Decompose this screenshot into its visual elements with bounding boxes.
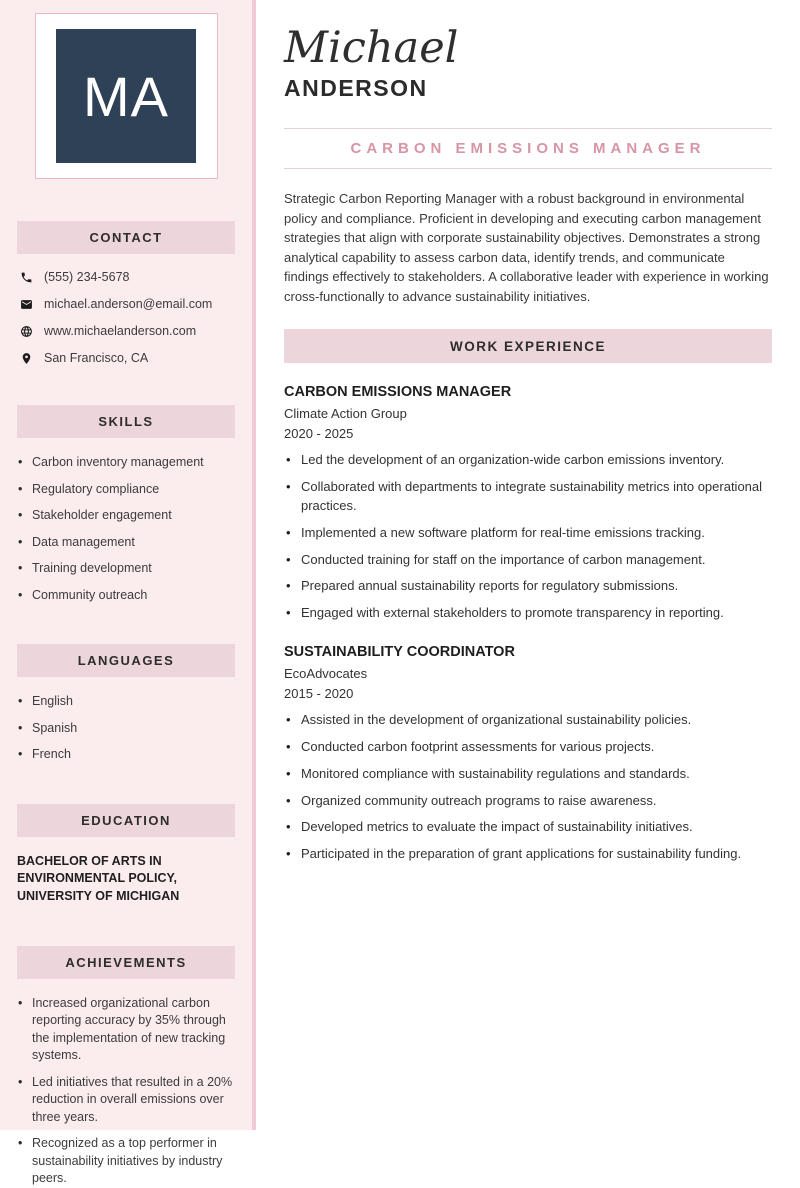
job-bullets [284, 451, 772, 623]
job-dates: 2020 - 2025 [284, 426, 354, 442]
job-dates: 2015 - 2020 [284, 686, 354, 702]
summary-paragraph: Strategic Carbon Reporting Manager with a robust background in environmental policy and compliance. Proficient in developing and executing carbon management strategies that align with corporate sustainability objectives. Demonstrates a strong analytical capability to assess carbon data, identify trends, and communicate findings effectively to stakeholders. A collaborative leader with experience in working cross-functionally to advance sustainability initiatives. [284, 191, 769, 304]
skill-item: • Training development [18, 560, 234, 578]
language-item: • English [18, 693, 234, 711]
avatar-frame [35, 13, 218, 179]
contact-section-title: CONTACT [17, 221, 235, 254]
job-bullet: • Implemented a new software platform for real-time emissions tracking. [284, 524, 772, 543]
last-name: ANDERSON [284, 75, 428, 102]
job-company: EcoAdvocates [284, 666, 368, 682]
contact-location: San Francisco, CA [44, 351, 149, 365]
education-degree: BACHELOR OF ARTS IN ENVIRONMENTAL POLICY, UNIVERSITY OF MICHIGAN [17, 853, 180, 903]
job-title: CARBON EMISSIONS MANAGER [350, 140, 706, 158]
language-item: • French [18, 746, 234, 764]
contact-row-website [20, 324, 234, 338]
avatar-initials: MA [83, 64, 169, 128]
main-content [256, 0, 800, 1130]
job-title-band [284, 128, 772, 169]
contact-row-location [20, 351, 234, 365]
skill-item: • Regulatory compliance [18, 481, 234, 499]
job-bullet: • Developed metrics to evaluate the impact of sustainability initiatives. [284, 818, 772, 837]
job-bullet: • Participated in the preparation of grant applications for sustainability funding. [284, 845, 772, 864]
work-experience-header: WORK EXPERIENCE [284, 329, 772, 363]
phone-icon [20, 271, 33, 284]
title-rule-bottom [284, 168, 772, 169]
email-icon [20, 298, 33, 311]
languages-section [0, 644, 252, 764]
job-bullet: • Led the development of an organization-wide carbon emissions inventory. [284, 451, 772, 470]
achievements-list [0, 995, 252, 1188]
job-block-2 [284, 644, 772, 864]
skills-section-title: SKILLS [17, 405, 235, 438]
education-section-title: EDUCATION [17, 804, 235, 837]
sidebar [0, 0, 256, 1186]
contact-row-email [20, 297, 234, 311]
contact-website: www.michaelanderson.com [44, 324, 197, 338]
language-item: • Spanish [18, 720, 234, 738]
contact-section [0, 221, 252, 365]
skill-item: • Community outreach [18, 587, 234, 605]
job-role: SUSTAINABILITY COORDINATOR [284, 644, 515, 661]
achievement-item: • Increased organizational carbon reporting accuracy by 35% through the implementation of new tracking systems. [18, 995, 234, 1065]
contact-email: michael.anderson@email.com [44, 297, 213, 311]
languages-list [0, 693, 252, 764]
first-name: Michael [284, 23, 459, 73]
name-block [284, 23, 772, 102]
contact-list [0, 270, 252, 365]
job-bullet: • Conducted training for staff on the importance of carbon management. [284, 551, 772, 570]
achievement-item: • Recognized as a top performer in sustainability initiatives by industry peers. [18, 1135, 234, 1188]
job-bullet: • Conducted carbon footprint assessments for various projects. [284, 738, 772, 757]
avatar [56, 29, 196, 163]
location-icon [20, 352, 33, 365]
job-company: Climate Action Group [284, 406, 407, 422]
job-bullet: • Assisted in the development of organizational sustainability policies. [284, 711, 772, 730]
job-bullet: • Monitored compliance with sustainability regulations and standards. [284, 765, 772, 784]
job-bullet: • Collaborated with departments to integrate sustainability metrics into operational practices. [284, 478, 772, 516]
achievements-section-title: ACHIEVEMENTS [17, 946, 235, 979]
achievement-item: • Led initiatives that resulted in a 20% reduction in overall emissions over three years. [18, 1074, 234, 1127]
job-bullet: • Organized community outreach programs to raise awareness. [284, 792, 772, 811]
skills-section [0, 405, 252, 604]
skills-list [0, 454, 252, 604]
education-section [0, 804, 252, 906]
skill-item: • Data management [18, 534, 234, 552]
job-bullet: • Engaged with external stakeholders to promote transparency in reporting. [284, 604, 772, 623]
skill-item: • Stakeholder engagement [18, 507, 234, 525]
job-bullet: • Prepared annual sustainability reports for regulatory submissions. [284, 577, 772, 596]
job-bullets [284, 711, 772, 864]
job-role: CARBON EMISSIONS MANAGER [284, 384, 512, 401]
job-block-1 [284, 384, 772, 623]
globe-icon [20, 325, 33, 338]
contact-row-phone [20, 270, 234, 284]
contact-phone: (555) 234-5678 [44, 270, 130, 284]
languages-section-title: LANGUAGES [17, 644, 235, 677]
achievements-section [0, 946, 252, 1188]
skill-item: • Carbon inventory management [18, 454, 234, 472]
